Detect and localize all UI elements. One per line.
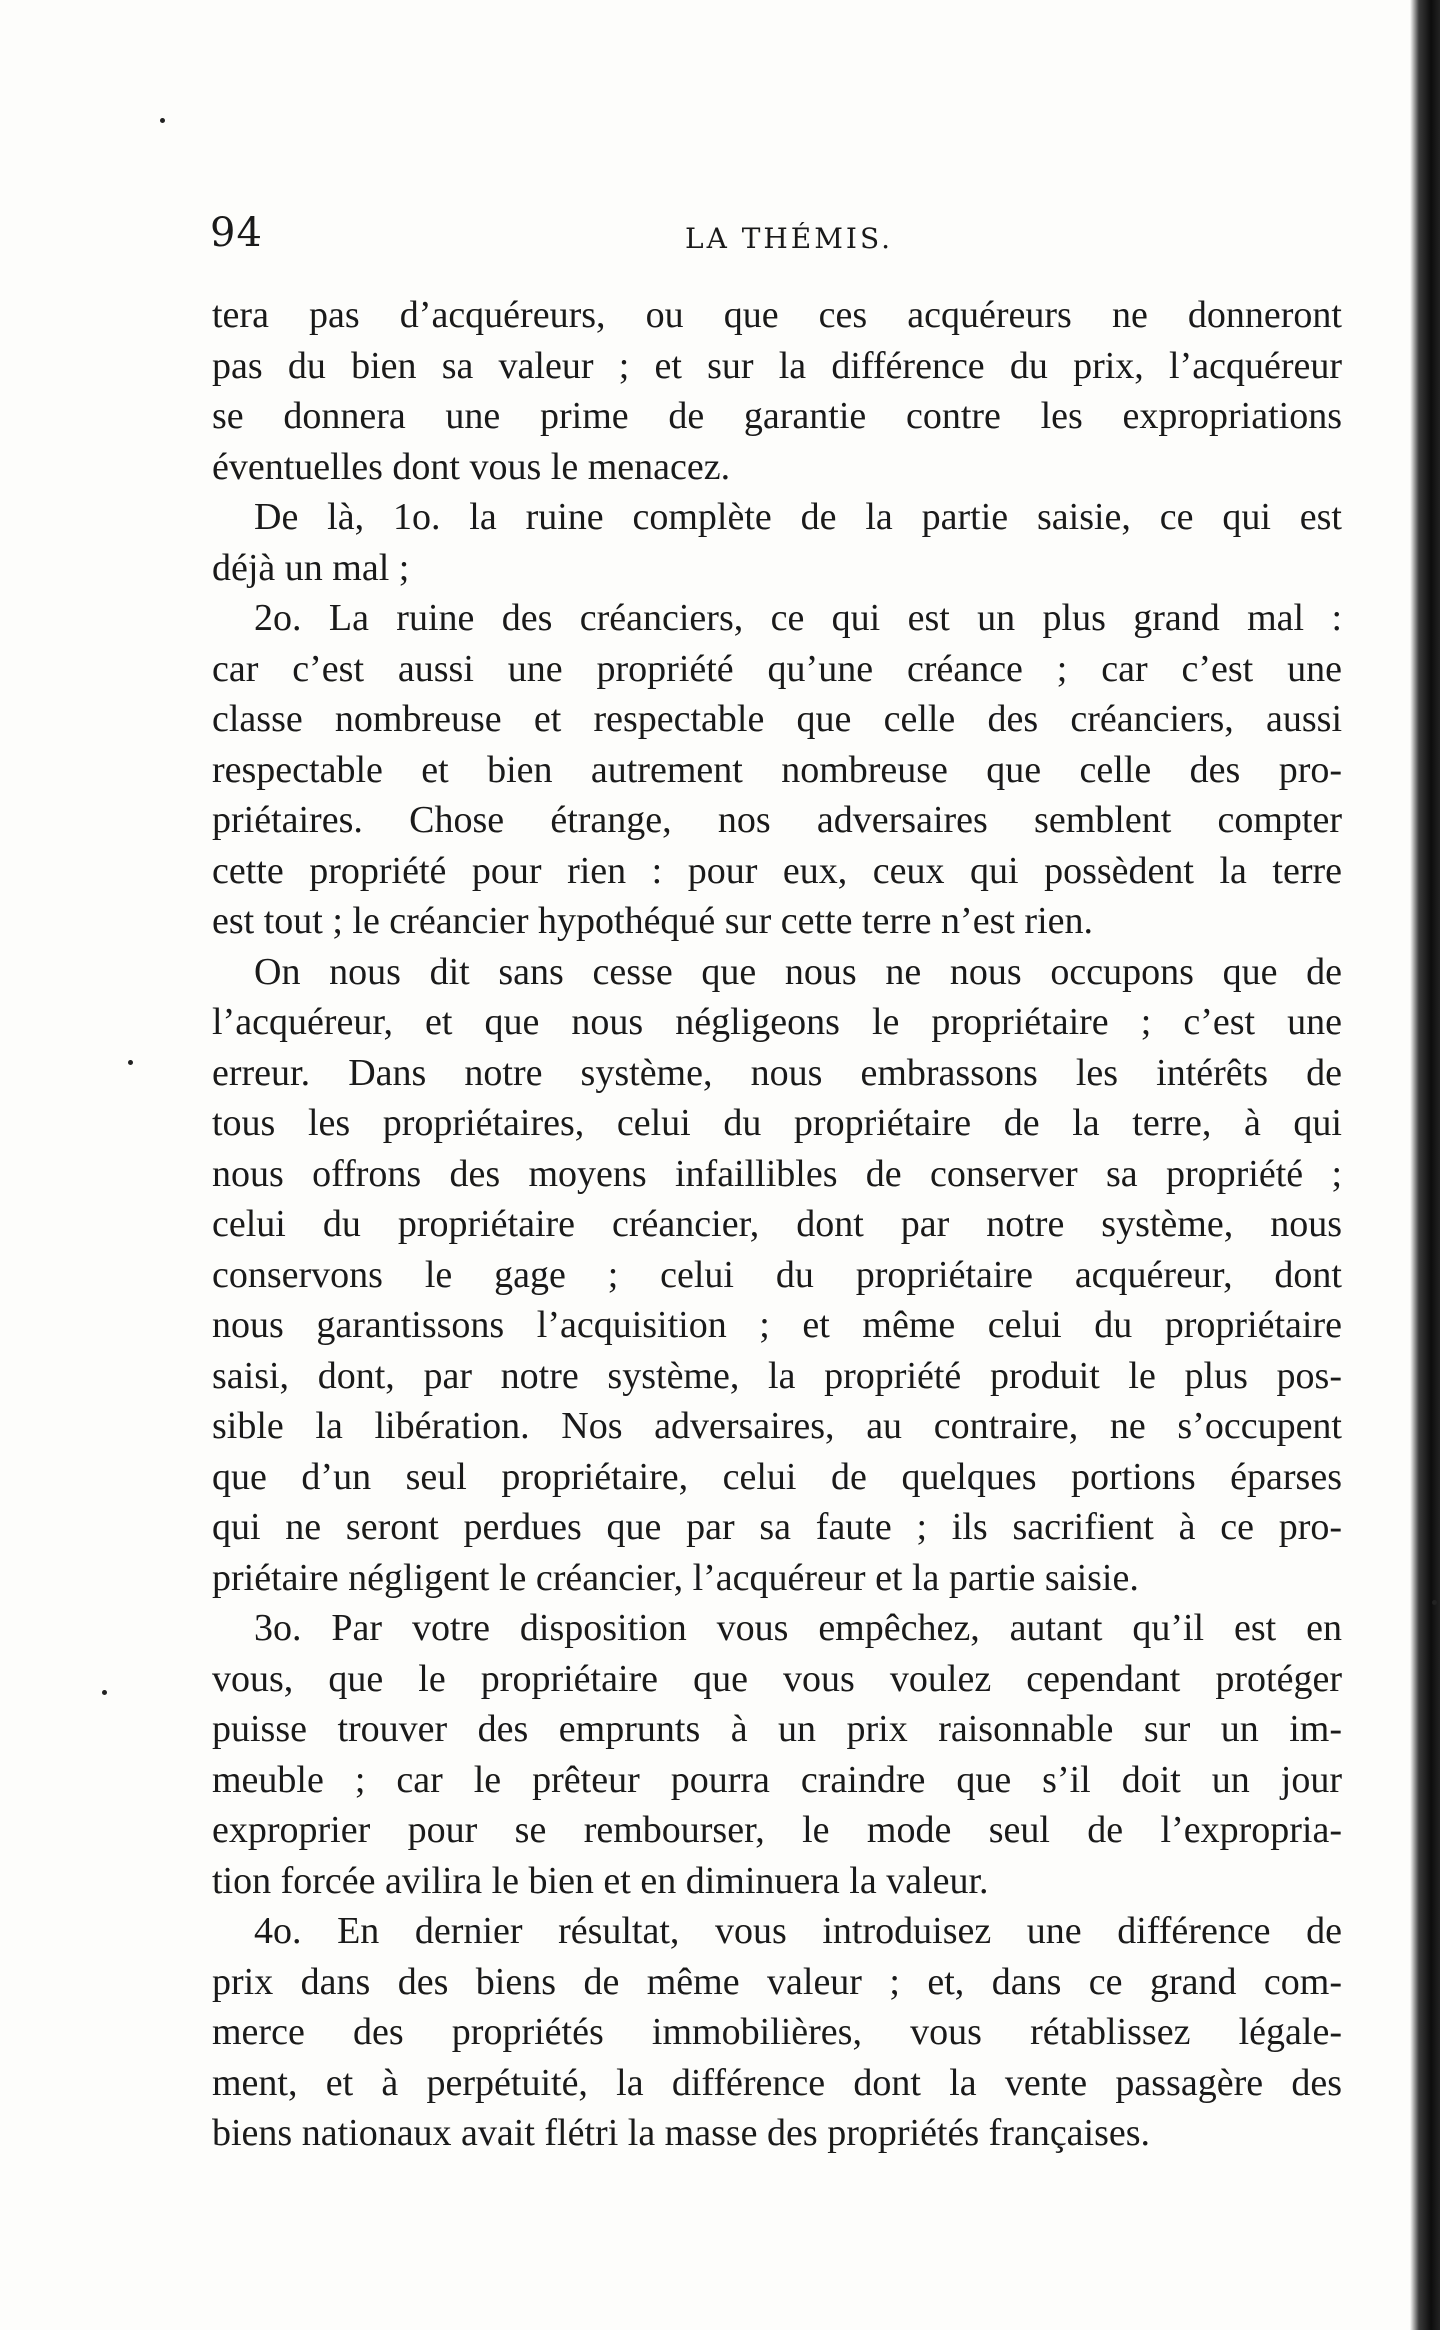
text-line: priétaires. Chose étrange, nos adversaires semblent compter — [212, 799, 1342, 841]
paper-speck — [160, 118, 165, 123]
text-line: 4o. En dernier résultat, vous introduisez une différence de — [254, 1910, 1342, 1952]
text-line: puisse trouver des emprunts à un prix raisonnable sur un im- — [212, 1708, 1342, 1750]
binding-edge — [1410, 0, 1440, 2330]
text-line: que d’un seul propriétaire, celui de quelques portions éparses — [212, 1455, 1342, 1498]
text-line: se donnera une prime de garantie contre les expropriations — [212, 395, 1342, 437]
text-line: merce des propriétés immobilières, vous rétablissez légale- — [212, 2011, 1342, 2053]
text-line: vous, que le propriétaire que vous voulez cependant protéger — [212, 1657, 1342, 1700]
running-title: LA THÉMIS. — [685, 222, 894, 255]
text-line: 2o. La ruine des créanciers, ce qui est un plus grand mal : — [254, 597, 1342, 639]
text-line: sible la libération. Nos adversaires, au contraire, ne s’occupent — [212, 1405, 1342, 1447]
text-line: tion forcée avilira le bien et en diminuera la valeur. — [212, 1859, 989, 1902]
text-line: nous offrons des moyens infaillibles de conserver sa propriété ; — [212, 1152, 1342, 1195]
page-number: 94 — [210, 210, 263, 256]
text-line: éventuelles dont vous le menacez. — [212, 445, 731, 488]
text-line: ment, et à perpétuité, la différence dont la vente passagère des — [212, 2061, 1342, 2104]
text-line: celui du propriétaire créancier, dont par notre système, nous — [212, 1203, 1342, 1245]
text-line: priétaire négligent le créancier, l’acquéreur et la partie saisie. — [212, 1556, 1139, 1599]
text-line: classe nombreuse et respectable que celle des créanciers, aussi — [212, 698, 1342, 740]
text-line: erreur. Dans notre système, nous embrassons les intérêts de — [212, 1051, 1342, 1094]
paper-speck — [102, 1690, 107, 1695]
text-line: meuble ; car le prêteur pourra craindre que s’il doit un jour — [212, 1758, 1342, 1801]
text-line: l’acquéreur, et que nous négligeons le propriétaire ; c’est une — [212, 1001, 1342, 1043]
text-line: cette propriété pour rien : pour eux, ceux qui possèdent la terre — [212, 849, 1342, 892]
text-line: car c’est aussi une propriété qu’une créance ; car c’est une — [212, 647, 1342, 690]
text-line: 3o. Par votre disposition vous empêchez, autant qu’il est en — [254, 1607, 1342, 1649]
paper-speck — [128, 1060, 133, 1065]
text-line: est tout ; le créancier hypothéqué sur cette terre n’est rien. — [212, 900, 1093, 942]
text-line: conservons le gage ; celui du propriétaire acquéreur, dont — [212, 1253, 1342, 1296]
text-line: biens nationaux avait flétri la masse des propriétés françaises. — [212, 2112, 1151, 2154]
text-line: exproprier pour se rembourser, le mode seul de l’expropria- — [212, 1809, 1342, 1851]
text-line: qui ne seront perdues que par sa faute ; ils sacrifient à ce pro- — [212, 1506, 1342, 1548]
paper-speck — [1432, 1600, 1437, 1605]
text-line: respectable et bien autrement nombreuse que celle des pro- — [212, 748, 1342, 791]
text-line: tera pas d’acquéreurs, ou que ces acquéreurs ne donneront — [212, 294, 1342, 336]
text-line: pas du bien sa valeur ; et sur la différence du prix, l’acquéreur — [212, 344, 1342, 387]
text-line: On nous dit sans cesse que nous ne nous occupons que de — [254, 950, 1342, 993]
text-line: déjà un mal ; — [212, 546, 410, 589]
text-line: tous les propriétaires, celui du propriétaire de la terre, à qui — [212, 1102, 1342, 1144]
text-line: De là, 1o. la ruine complète de la partie saisie, ce qui est — [254, 496, 1342, 538]
text-line: nous garantissons l’acquisition ; et même celui du propriétaire — [212, 1304, 1342, 1346]
body-text — [212, 290, 1342, 2159]
page-header — [210, 210, 1335, 270]
text-line: saisi, dont, par notre système, la propriété produit le plus pos- — [212, 1354, 1342, 1397]
text-line: prix dans des biens de même valeur ; et, dans ce grand com- — [212, 1960, 1342, 2003]
